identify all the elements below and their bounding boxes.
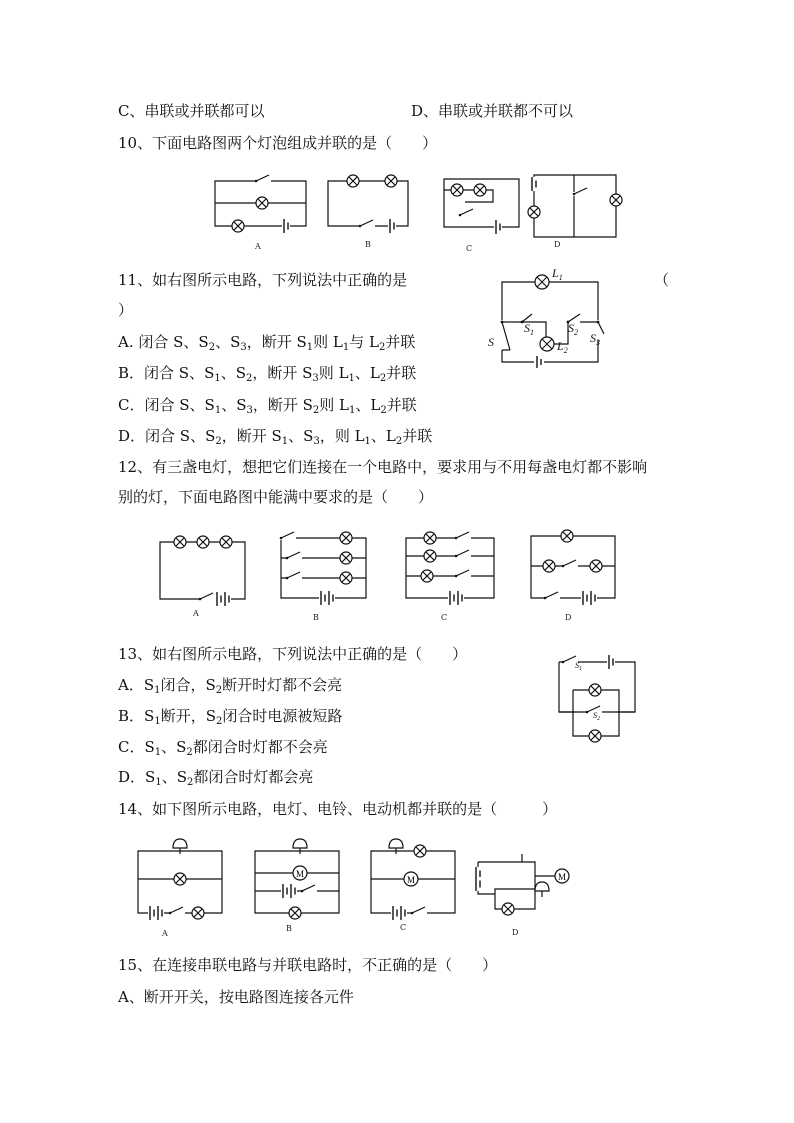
q11-fig-L2: $L_2$ — [557, 339, 568, 355]
q13-option-c: C．$S_1$、$S_2$都闭合时灯都不会亮 — [118, 738, 328, 758]
q12-label-a: A — [193, 609, 199, 618]
q14-label-b: B — [286, 924, 292, 933]
q11-fig-S: S — [488, 335, 494, 349]
q10-circuit-d — [534, 175, 616, 237]
q13-fig-S1: $S_1$ — [575, 661, 582, 672]
q15-option-a: A、断开开关，按电路图连接各元件 — [118, 988, 354, 1006]
q10-stem: 10、下面电路图两个灯泡组成并联的是（ ） — [118, 134, 438, 152]
q14-figure — [130, 834, 580, 942]
q12-circuit-b — [281, 538, 366, 598]
q11-fig-S3: $S_3$ — [590, 331, 600, 347]
q11-paren-open: （ — [654, 271, 670, 289]
q14-label-d: D — [512, 928, 519, 937]
q11-stem: 11、如右图所示电路，下列说法中正确的是 — [118, 271, 408, 289]
q14-motor-c: M — [406, 875, 416, 885]
q12-label-d: D — [565, 613, 572, 622]
q10-label-a: A — [255, 242, 261, 251]
q13-fig-S2: $S_2$ — [593, 711, 600, 722]
q12-label-c: C — [441, 613, 448, 622]
q11-fig-S2: $S_2$ — [568, 321, 578, 337]
q13-figure — [553, 652, 643, 748]
q13-option-a: A．$S_1$闭合，$S_2$断开时灯都不会亮 — [118, 676, 343, 696]
q12-circuit-c — [406, 538, 494, 598]
q12-label-b: B — [313, 613, 319, 622]
q11-option-c: C．闭合 S、$S_1$、$S_3$，断开 $S_2$则 $L_1$、$L_2$并联 — [118, 396, 417, 416]
q14-motor-b: M — [295, 869, 305, 879]
q11-option-b: B．闭合 S、$S_1$、$S_2$，断开 $S_3$则 $L_1$、$L_2$并联 — [118, 364, 417, 384]
q13-stem: 13、如右图所示电路，下列说法中正确的是（ ） — [118, 645, 468, 663]
q14-circuit-b — [255, 851, 339, 913]
q11-paren-close: ） — [118, 301, 134, 319]
q12-stem-line2: 别的灯，下面电路图中能满中要求的是（ ） — [118, 488, 434, 506]
q12-figure — [155, 522, 625, 626]
q14-motor-d: M — [557, 872, 567, 882]
q11-figure — [486, 262, 616, 366]
q10-label-b: B — [365, 240, 371, 249]
q14-circuit-d — [478, 862, 535, 909]
q14-stem: 14、如下图所示电路，电灯、电铃、电动机都并联的是（ ） — [118, 800, 558, 818]
q10-label-c: C — [466, 244, 473, 253]
q14-label-c: C — [400, 923, 407, 932]
q10-figure — [208, 168, 628, 252]
q15-stem: 15、在连接串联电路与并联电路时，不正确的是（ ） — [118, 956, 498, 974]
q13-option-d: D．$S_1$、$S_2$都闭合时灯都会亮 — [118, 768, 314, 788]
q11-fig-L1: $L_1$ — [552, 266, 563, 282]
q10-label-d: D — [554, 240, 561, 249]
q13-option-b: B．$S_1$断开，$S_2$闭合时电源被短路 — [118, 707, 343, 727]
q12-circuit-a — [160, 542, 245, 599]
q11-option-a: A. 闭合 S、$S_2$、$S_3$，断开 $S_1$则 $L_1$与 $L_2$并联 — [118, 333, 416, 353]
q9-option-c: C、串联或并联都可以 — [118, 102, 265, 120]
q12-stem-line1: 12、有三盏电灯，想把它们连接在一个电路中，要求用与不用每盏电灯都不影响 — [118, 458, 648, 476]
q14-label-a: A — [162, 929, 168, 938]
q11-option-d: D．闭合 S、$S_2$，断开 $S_1$、$S_3$，则 $L_1$、$L_2$并联 — [118, 427, 433, 447]
q11-fig-S1: $S_1$ — [524, 321, 534, 337]
q9-option-d: D、串联或并联都不可以 — [411, 102, 574, 120]
